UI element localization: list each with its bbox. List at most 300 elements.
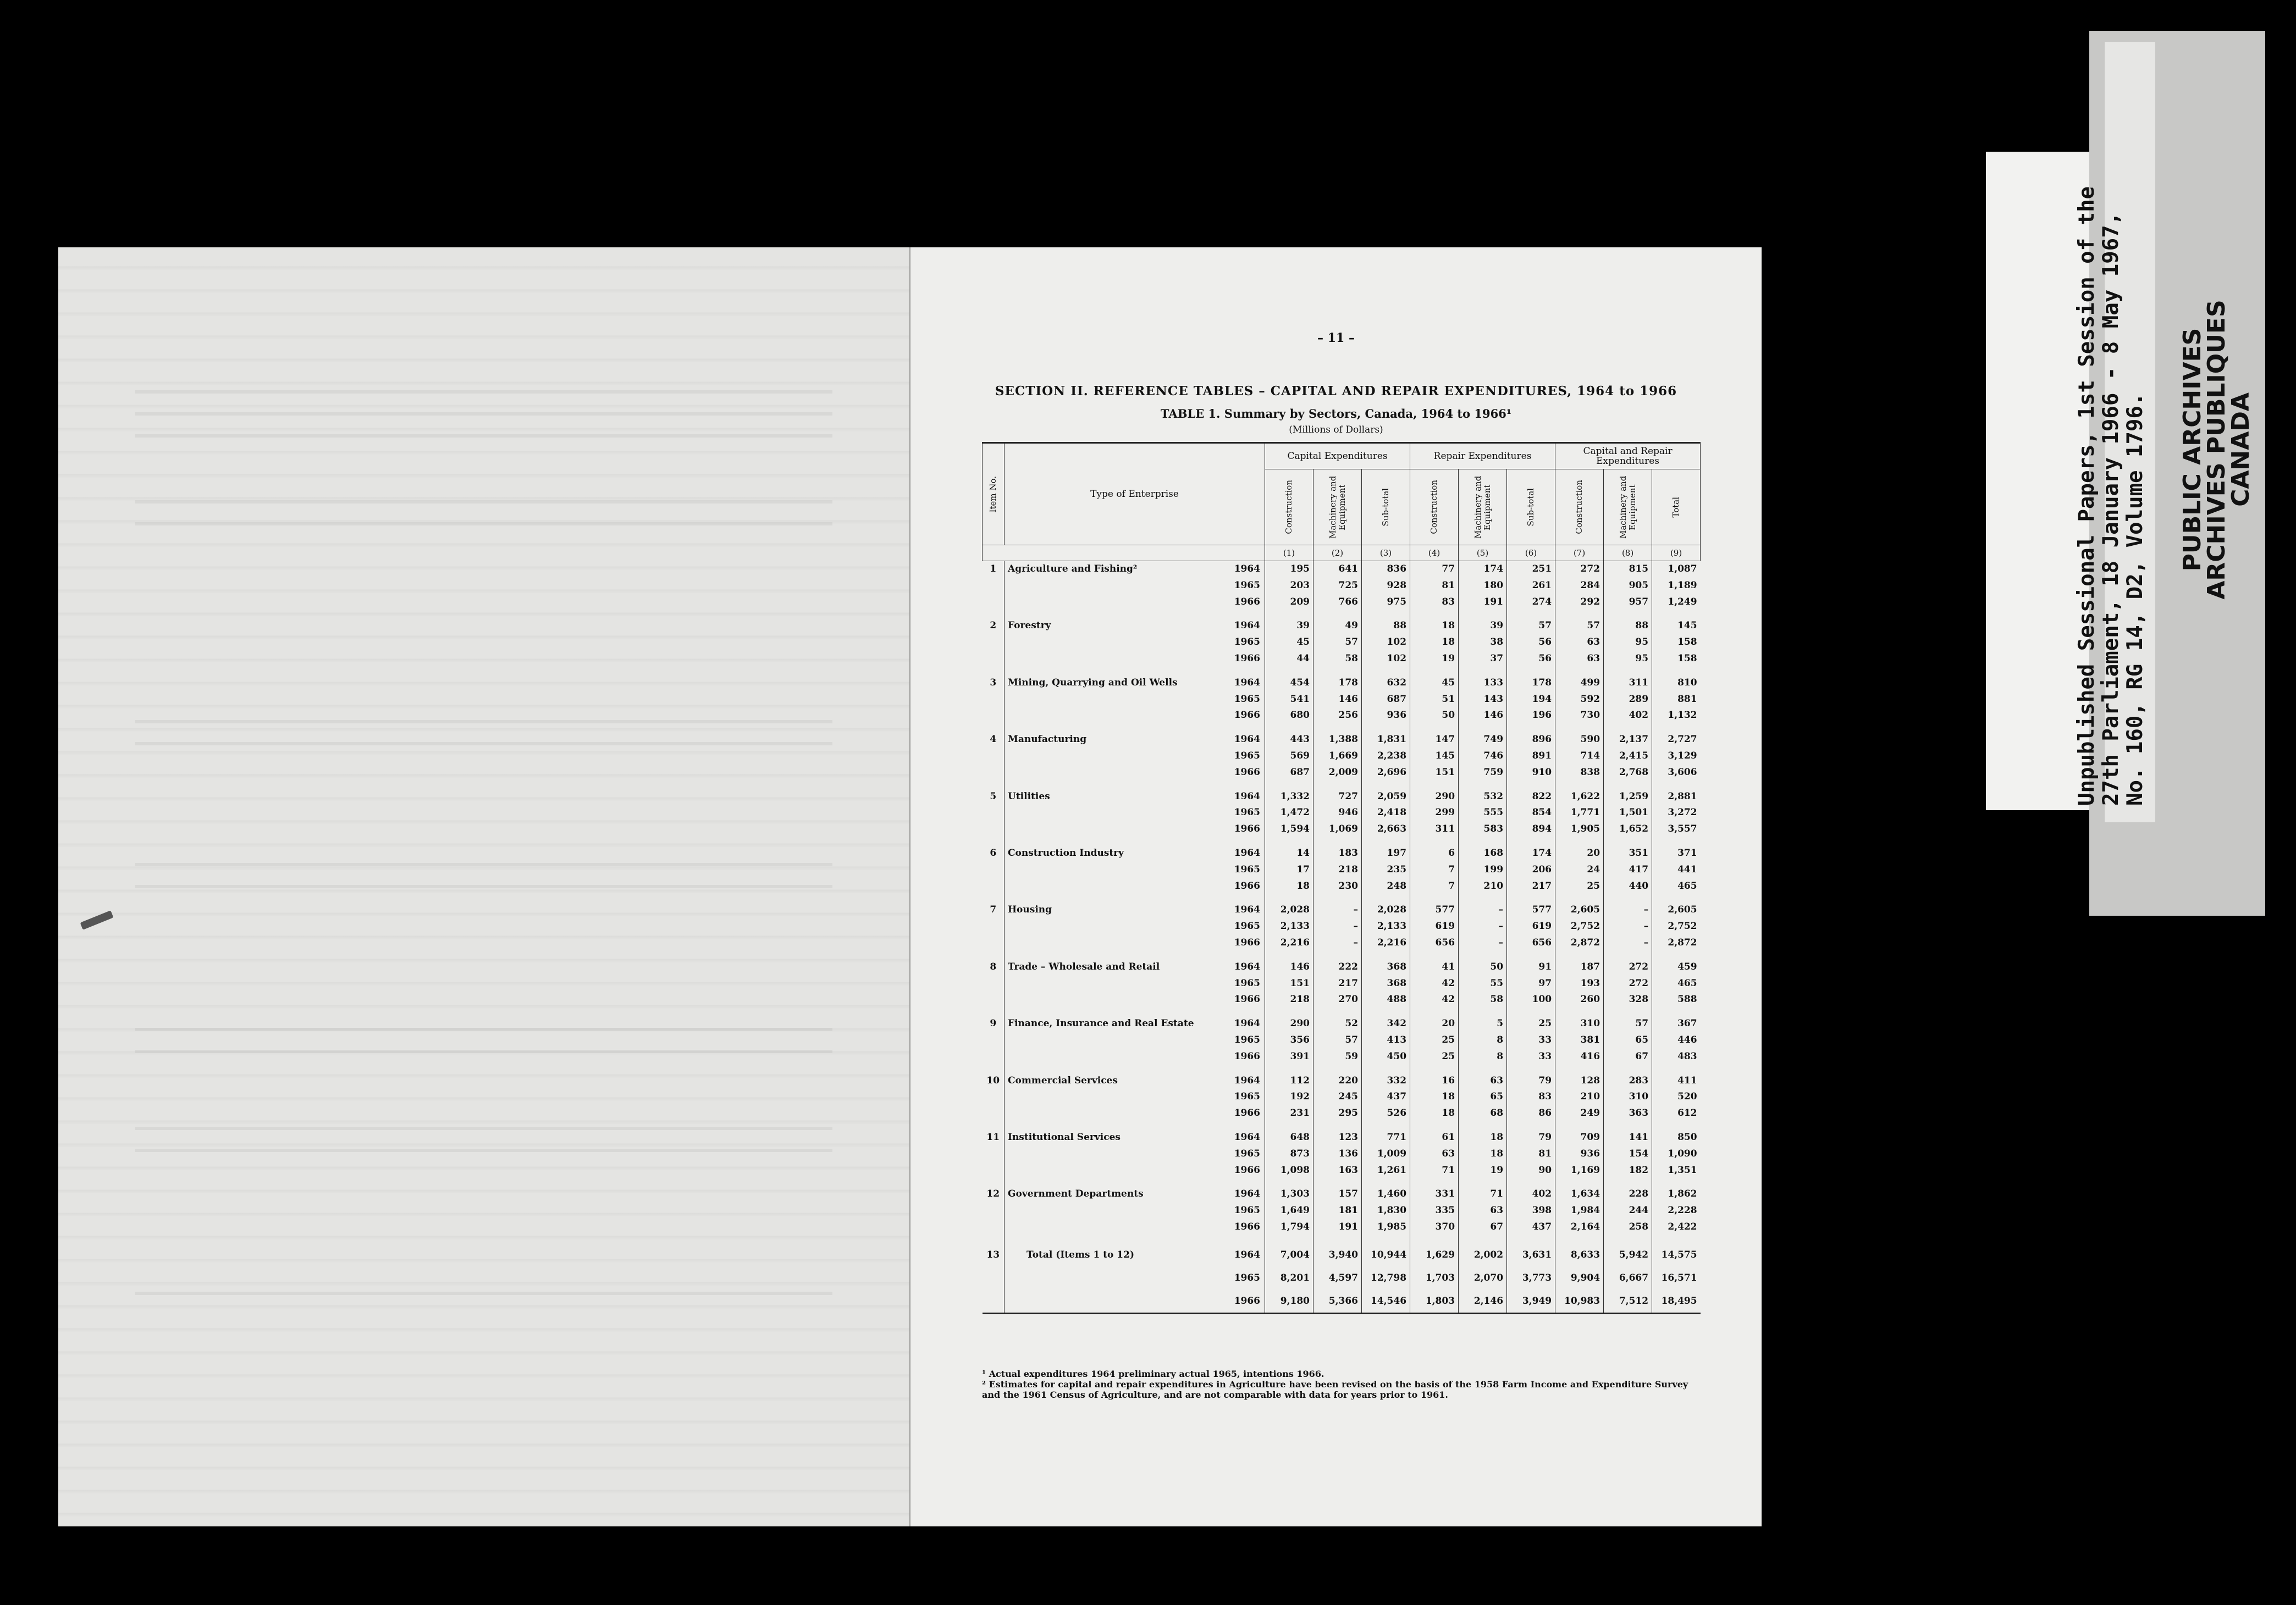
value-cell: 44 [1265,651,1313,667]
header-colnum-9: (9) [1652,545,1701,561]
value-cell: 838 [1555,765,1604,781]
enterprise-label: Construction Industry [1004,845,1231,862]
table-row [983,878,1701,895]
value-cell: 310 [1555,1016,1604,1032]
value-cell: 68 [1459,1105,1507,1122]
value-cell: 218 [1313,862,1362,878]
item-number [983,1163,1004,1179]
header-col-6: Sub-total [1507,469,1555,545]
value-cell: 1,794 [1265,1219,1313,1236]
spacer-row [983,1178,1701,1186]
value-cell: 8,633 [1555,1243,1604,1266]
value-cell: 63 [1410,1146,1459,1163]
table-row [983,1243,1701,1266]
value-cell: 2,881 [1652,789,1701,805]
value-cell: 83 [1410,594,1459,611]
value-cell: 759 [1459,765,1507,781]
value-cell: 398 [1507,1203,1555,1219]
enterprise-label [1004,634,1231,651]
spacer-row [983,1065,1701,1073]
value-cell: 526 [1362,1105,1410,1122]
value-cell: 450 [1362,1049,1410,1065]
table-row [983,935,1701,951]
value-cell: 25 [1555,878,1604,895]
value-cell: 63 [1555,634,1604,651]
table-row [983,1186,1701,1203]
section-title: SECTION II. REFERENCE TABLES – CAPITAL AND REPAIR EXPENDITURES, 1964 to 1966 [995,384,1677,399]
value-cell: 210 [1555,1089,1604,1105]
enterprise-label [1004,992,1231,1008]
table-row [983,1130,1701,1146]
item-number: 2 [990,620,997,632]
table-row [983,1032,1701,1049]
value-cell: 730 [1555,707,1604,724]
header-col-4: Construction [1410,469,1459,545]
value-cell: 97 [1507,976,1555,992]
archive-reference-line-2: 27th Parliament, 18 January 1966 - 8 May 1967, [2099,212,2123,806]
value-cell: 936 [1362,707,1410,724]
value-cell: 363 [1604,1105,1652,1122]
value-cell: 2,009 [1313,765,1362,781]
value-cell: 196 [1507,707,1555,724]
value-cell: 577 [1410,902,1459,918]
value-cell: 231 [1265,1105,1313,1122]
archive-stamp [2178,285,2255,615]
value-cell: 1,803 [1410,1289,1459,1314]
year-cell: 1965 [1234,693,1261,705]
value-cell: 244 [1604,1203,1652,1219]
enterprise-label [1004,878,1231,895]
value-cell: 174 [1459,561,1507,578]
value-cell: 25 [1507,1016,1555,1032]
value-cell: 4,597 [1313,1266,1362,1289]
value-cell: 1,985 [1362,1219,1410,1236]
value-cell: 2,663 [1362,821,1410,838]
value-cell: 465 [1652,878,1701,895]
value-cell: 272 [1604,959,1652,976]
enterprise-label [1004,1049,1231,1065]
value-cell: 2,422 [1652,1219,1701,1236]
value-cell: 541 [1265,691,1313,708]
header-group-capital: Capital Expenditures [1265,443,1410,469]
item-number: 12 [986,1188,1000,1200]
item-number: 10 [986,1075,1000,1086]
item-number: 8 [990,961,997,972]
value-cell: 18 [1265,878,1313,895]
value-cell: 59 [1313,1049,1362,1065]
value-cell: 10,944 [1362,1243,1410,1266]
page-number: – 11 – [1317,331,1355,345]
value-cell: 39 [1459,618,1507,634]
item-number: 1 [990,563,997,574]
value-cell: 14,575 [1652,1243,1701,1266]
value-cell: 446 [1652,1032,1701,1049]
value-cell: 258 [1604,1219,1652,1236]
table-row [983,634,1701,651]
value-cell: 65 [1459,1089,1507,1105]
value-cell: 1,259 [1604,789,1652,805]
value-cell: 12,798 [1362,1266,1410,1289]
value-cell: 1,830 [1362,1203,1410,1219]
value-cell: 1,261 [1362,1163,1410,1179]
value-cell: 2,164 [1555,1219,1604,1236]
value-cell: 112 [1265,1073,1313,1089]
table-row [983,561,1701,578]
value-cell: 520 [1652,1089,1701,1105]
value-cell: 20 [1555,845,1604,862]
value-cell: 79 [1507,1130,1555,1146]
item-number [983,578,1004,594]
value-cell: 128 [1555,1073,1604,1089]
value-cell: 63 [1459,1073,1507,1089]
value-cell: 55 [1459,976,1507,992]
value-cell: 1,629 [1410,1243,1459,1266]
value-cell: – [1604,902,1652,918]
value-cell: 311 [1410,821,1459,838]
year-cell: 1964 [1234,904,1261,916]
value-cell: 33 [1507,1032,1555,1049]
enterprise-label [1004,918,1231,935]
value-cell: 311 [1604,675,1652,691]
enterprise-label [1004,748,1231,765]
value-cell: 402 [1604,707,1652,724]
value-cell: 52 [1313,1016,1362,1032]
value-cell: 88 [1604,618,1652,634]
value-cell: 815 [1604,561,1652,578]
value-cell: 67 [1604,1049,1652,1065]
table-row [983,976,1701,992]
value-cell: 2,228 [1652,1203,1701,1219]
value-cell: 632 [1362,675,1410,691]
enterprise-label: Forestry [1004,618,1231,634]
value-cell: 206 [1507,862,1555,878]
value-cell: 42 [1410,976,1459,992]
year-cell: 1965 [1234,579,1261,591]
value-cell: 1,669 [1313,748,1362,765]
value-cell: 555 [1459,805,1507,821]
value-cell: 174 [1507,845,1555,862]
value-cell: 873 [1265,1146,1313,1163]
value-cell: 20 [1410,1016,1459,1032]
item-number [983,1105,1004,1122]
value-cell: 957 [1604,594,1652,611]
value-cell: 18 [1459,1130,1507,1146]
value-cell: 220 [1313,1073,1362,1089]
value-cell: 1,984 [1555,1203,1604,1219]
enterprise-label [1004,578,1231,594]
spacer-row [983,1008,1701,1016]
value-cell: 17 [1265,862,1313,878]
value-cell: 648 [1265,1130,1313,1146]
value-cell: 83 [1507,1089,1555,1105]
footnote-2: ² Estimates for capital and repair expenditures in Agriculture have been revised on the basis of the 1958 Farm Income and Expenditure Survey and the 1961 Census of Agriculture, and are not comparable with data for years prior to 1961. [982,1379,1688,1400]
value-cell: 7 [1410,878,1459,895]
value-cell: 936 [1555,1146,1604,1163]
year-cell: 1965 [1234,1034,1261,1045]
enterprise-label: Trade – Wholesale and Retail [1004,959,1231,976]
value-cell: 3,949 [1507,1289,1555,1314]
value-cell: 292 [1555,594,1604,611]
value-cell: 1,388 [1313,732,1362,748]
item-number: 3 [990,677,997,688]
enterprise-label [1004,1105,1231,1122]
left-page-blank [58,247,910,1526]
value-cell: 158 [1652,651,1701,667]
value-cell: 896 [1507,732,1555,748]
enterprise-label [1004,862,1231,878]
header-colnum-5: (5) [1459,545,1507,561]
value-cell: 71 [1459,1186,1507,1203]
value-cell: 57 [1507,618,1555,634]
value-cell: 441 [1652,862,1701,878]
value-cell: 6 [1410,845,1459,862]
value-cell: 356 [1265,1032,1313,1049]
header-type: Type of Enterprise [1004,443,1265,545]
value-cell: 2,768 [1604,765,1652,781]
value-cell: 6,667 [1604,1266,1652,1289]
value-cell: 2,059 [1362,789,1410,805]
value-cell: 18 [1410,634,1459,651]
value-cell: 33 [1507,1049,1555,1065]
spacer-row [983,667,1701,675]
table-row [983,594,1701,611]
value-cell: 588 [1652,992,1701,1008]
value-cell: 577 [1507,902,1555,918]
value-cell: 256 [1313,707,1362,724]
value-cell: 1,009 [1362,1146,1410,1163]
value-cell: 2,070 [1459,1266,1507,1289]
value-cell: 727 [1313,789,1362,805]
value-cell: 39 [1265,618,1313,634]
value-cell: – [1459,935,1507,951]
value-cell: 417 [1604,862,1652,878]
value-cell: 141 [1604,1130,1652,1146]
header-colnum-3: (3) [1362,545,1410,561]
table-row [983,1219,1701,1236]
value-cell: 714 [1555,748,1604,765]
value-cell: 612 [1652,1105,1701,1122]
value-cell: 261 [1507,578,1555,594]
value-cell: 1,189 [1652,578,1701,594]
enterprise-label [1004,935,1231,951]
value-cell: 368 [1362,959,1410,976]
value-cell: 42 [1410,992,1459,1008]
value-cell: 2,752 [1555,918,1604,935]
value-cell: 51 [1410,691,1459,708]
enterprise-label [1004,691,1231,708]
table-row [983,732,1701,748]
spacer-row [983,838,1701,845]
value-cell: 499 [1555,675,1604,691]
item-number [983,748,1004,765]
spacer-row [983,781,1701,789]
enterprise-label: Total (Items 1 to 12) [1004,1243,1231,1266]
enterprise-label: Agriculture and Fishing² [1004,561,1231,578]
value-cell: 2,028 [1362,902,1410,918]
value-cell: 58 [1459,992,1507,1008]
value-cell: 822 [1507,789,1555,805]
value-cell: 210 [1459,878,1507,895]
value-cell: 2,137 [1604,732,1652,748]
value-cell: 810 [1652,675,1701,691]
header-colnum-7: (7) [1555,545,1604,561]
value-cell: 975 [1362,594,1410,611]
value-cell: 532 [1459,789,1507,805]
value-cell: 77 [1410,561,1459,578]
value-cell: 1,351 [1652,1163,1701,1179]
year-cell: 1966 [1234,596,1261,607]
value-cell: 102 [1362,651,1410,667]
value-cell: 1,649 [1265,1203,1313,1219]
item-number [983,1032,1004,1049]
value-cell: 57 [1313,634,1362,651]
value-cell: 16,571 [1652,1266,1701,1289]
archive-stamp-line-2: ARCHIVES PUBLIQUES [2203,300,2231,600]
value-cell: 38 [1459,634,1507,651]
item-number [983,935,1004,951]
value-cell: 590 [1555,732,1604,748]
header-col-8: Machinery and Equipment [1604,469,1652,545]
value-cell: 371 [1652,845,1701,862]
value-cell: 1,249 [1652,594,1701,611]
year-cell: 1964 [1234,563,1261,574]
value-cell: 95 [1604,634,1652,651]
year-cell: 1966 [1234,994,1261,1005]
table-row [983,805,1701,821]
enterprise-label [1004,1032,1231,1049]
value-cell: 910 [1507,765,1555,781]
value-cell: 771 [1362,1130,1410,1146]
archive-reference-line-3: No. 160, RG 14, D2, Volume 1796. [2123,392,2148,806]
value-cell: 2,238 [1362,748,1410,765]
value-cell: 370 [1410,1219,1459,1236]
value-cell: 168 [1459,845,1507,862]
enterprise-label [1004,594,1231,611]
value-cell: 18 [1410,1089,1459,1105]
value-cell: 217 [1507,878,1555,895]
value-cell: 209 [1265,594,1313,611]
footnotes [982,1369,1693,1400]
table-row [983,1016,1701,1032]
value-cell: 18 [1459,1146,1507,1163]
value-cell: 49 [1313,618,1362,634]
value-cell: 331 [1410,1186,1459,1203]
enterprise-label [1004,765,1231,781]
value-cell: 5,942 [1604,1243,1652,1266]
value-cell: 90 [1507,1163,1555,1179]
value-cell: 725 [1313,578,1362,594]
year-cell: 1965 [1234,921,1261,932]
year-cell: 1964 [1234,1188,1261,1200]
enterprise-label [1004,1219,1231,1236]
enterprise-label: Commercial Services [1004,1073,1231,1089]
value-cell: 483 [1652,1049,1701,1065]
item-number [983,1219,1004,1236]
value-cell: 656 [1410,935,1459,951]
item-number [983,594,1004,611]
value-cell: 592 [1555,691,1604,708]
value-cell: 1,069 [1313,821,1362,838]
expenditures-table [982,442,1701,1314]
value-cell: 619 [1410,918,1459,935]
item-number [983,707,1004,724]
value-cell: 260 [1555,992,1604,1008]
enterprise-label: Finance, Insurance and Real Estate [1004,1016,1231,1032]
header-item-no: Item No. [983,443,1004,545]
value-cell: 3,606 [1652,765,1701,781]
value-cell: 136 [1313,1146,1362,1163]
value-cell: 8,201 [1265,1266,1313,1289]
value-cell: 1,905 [1555,821,1604,838]
value-cell: 272 [1555,561,1604,578]
value-cell: 454 [1265,675,1313,691]
table-row [983,1146,1701,1163]
item-number: 9 [990,1018,997,1030]
item-number [983,691,1004,708]
value-cell: 680 [1265,707,1313,724]
value-cell: 290 [1265,1016,1313,1032]
value-cell: 1,634 [1555,1186,1604,1203]
enterprise-label [1004,707,1231,724]
value-cell: 5 [1459,1016,1507,1032]
value-cell: 746 [1459,748,1507,765]
year-cell: 1964 [1234,1249,1261,1260]
value-cell: 1,303 [1265,1186,1313,1203]
value-cell: 891 [1507,748,1555,765]
table-row [983,651,1701,667]
value-cell: 465 [1652,976,1701,992]
year-cell: 1964 [1234,620,1261,632]
value-cell: 2,216 [1362,935,1410,951]
value-cell: 45 [1410,675,1459,691]
value-cell: 14,546 [1362,1289,1410,1314]
value-cell: 151 [1410,765,1459,781]
item-number [983,651,1004,667]
header-colnum-spacer [983,545,1265,561]
item-number [983,1049,1004,1065]
item-number: 5 [990,790,997,802]
spacer-row [983,894,1701,902]
enterprise-label [1004,805,1231,821]
value-cell: 8 [1459,1032,1507,1049]
footnote-1: ¹ Actual expenditures 1964 preliminary actual 1965, intentions 1966. [982,1369,1324,1379]
archive-stamp-line-3: CANADA [2227,392,2255,507]
value-cell: 7,004 [1265,1243,1313,1266]
year-cell: 1965 [1234,1148,1261,1159]
table-row [983,675,1701,691]
value-cell: 10,983 [1555,1289,1604,1314]
value-cell: 328 [1604,992,1652,1008]
enterprise-label [1004,976,1231,992]
value-cell: 95 [1604,651,1652,667]
value-cell: 1,594 [1265,821,1313,838]
value-cell: 2,133 [1362,918,1410,935]
enterprise-label [1004,651,1231,667]
value-cell: 102 [1362,634,1410,651]
value-cell: 381 [1555,1032,1604,1049]
header-group-repair: Repair Expenditures [1410,443,1555,469]
value-cell: 67 [1459,1219,1507,1236]
value-cell: 1,169 [1555,1163,1604,1179]
item-number [983,1146,1004,1163]
value-cell: 100 [1507,992,1555,1008]
value-cell: 351 [1604,845,1652,862]
year-cell: 1964 [1234,1131,1261,1143]
header-colnum-4: (4) [1410,545,1459,561]
year-cell: 1966 [1234,1164,1261,1176]
value-cell: 7 [1410,862,1459,878]
archive-stamp-line-1: PUBLIC ARCHIVES [2178,328,2206,572]
